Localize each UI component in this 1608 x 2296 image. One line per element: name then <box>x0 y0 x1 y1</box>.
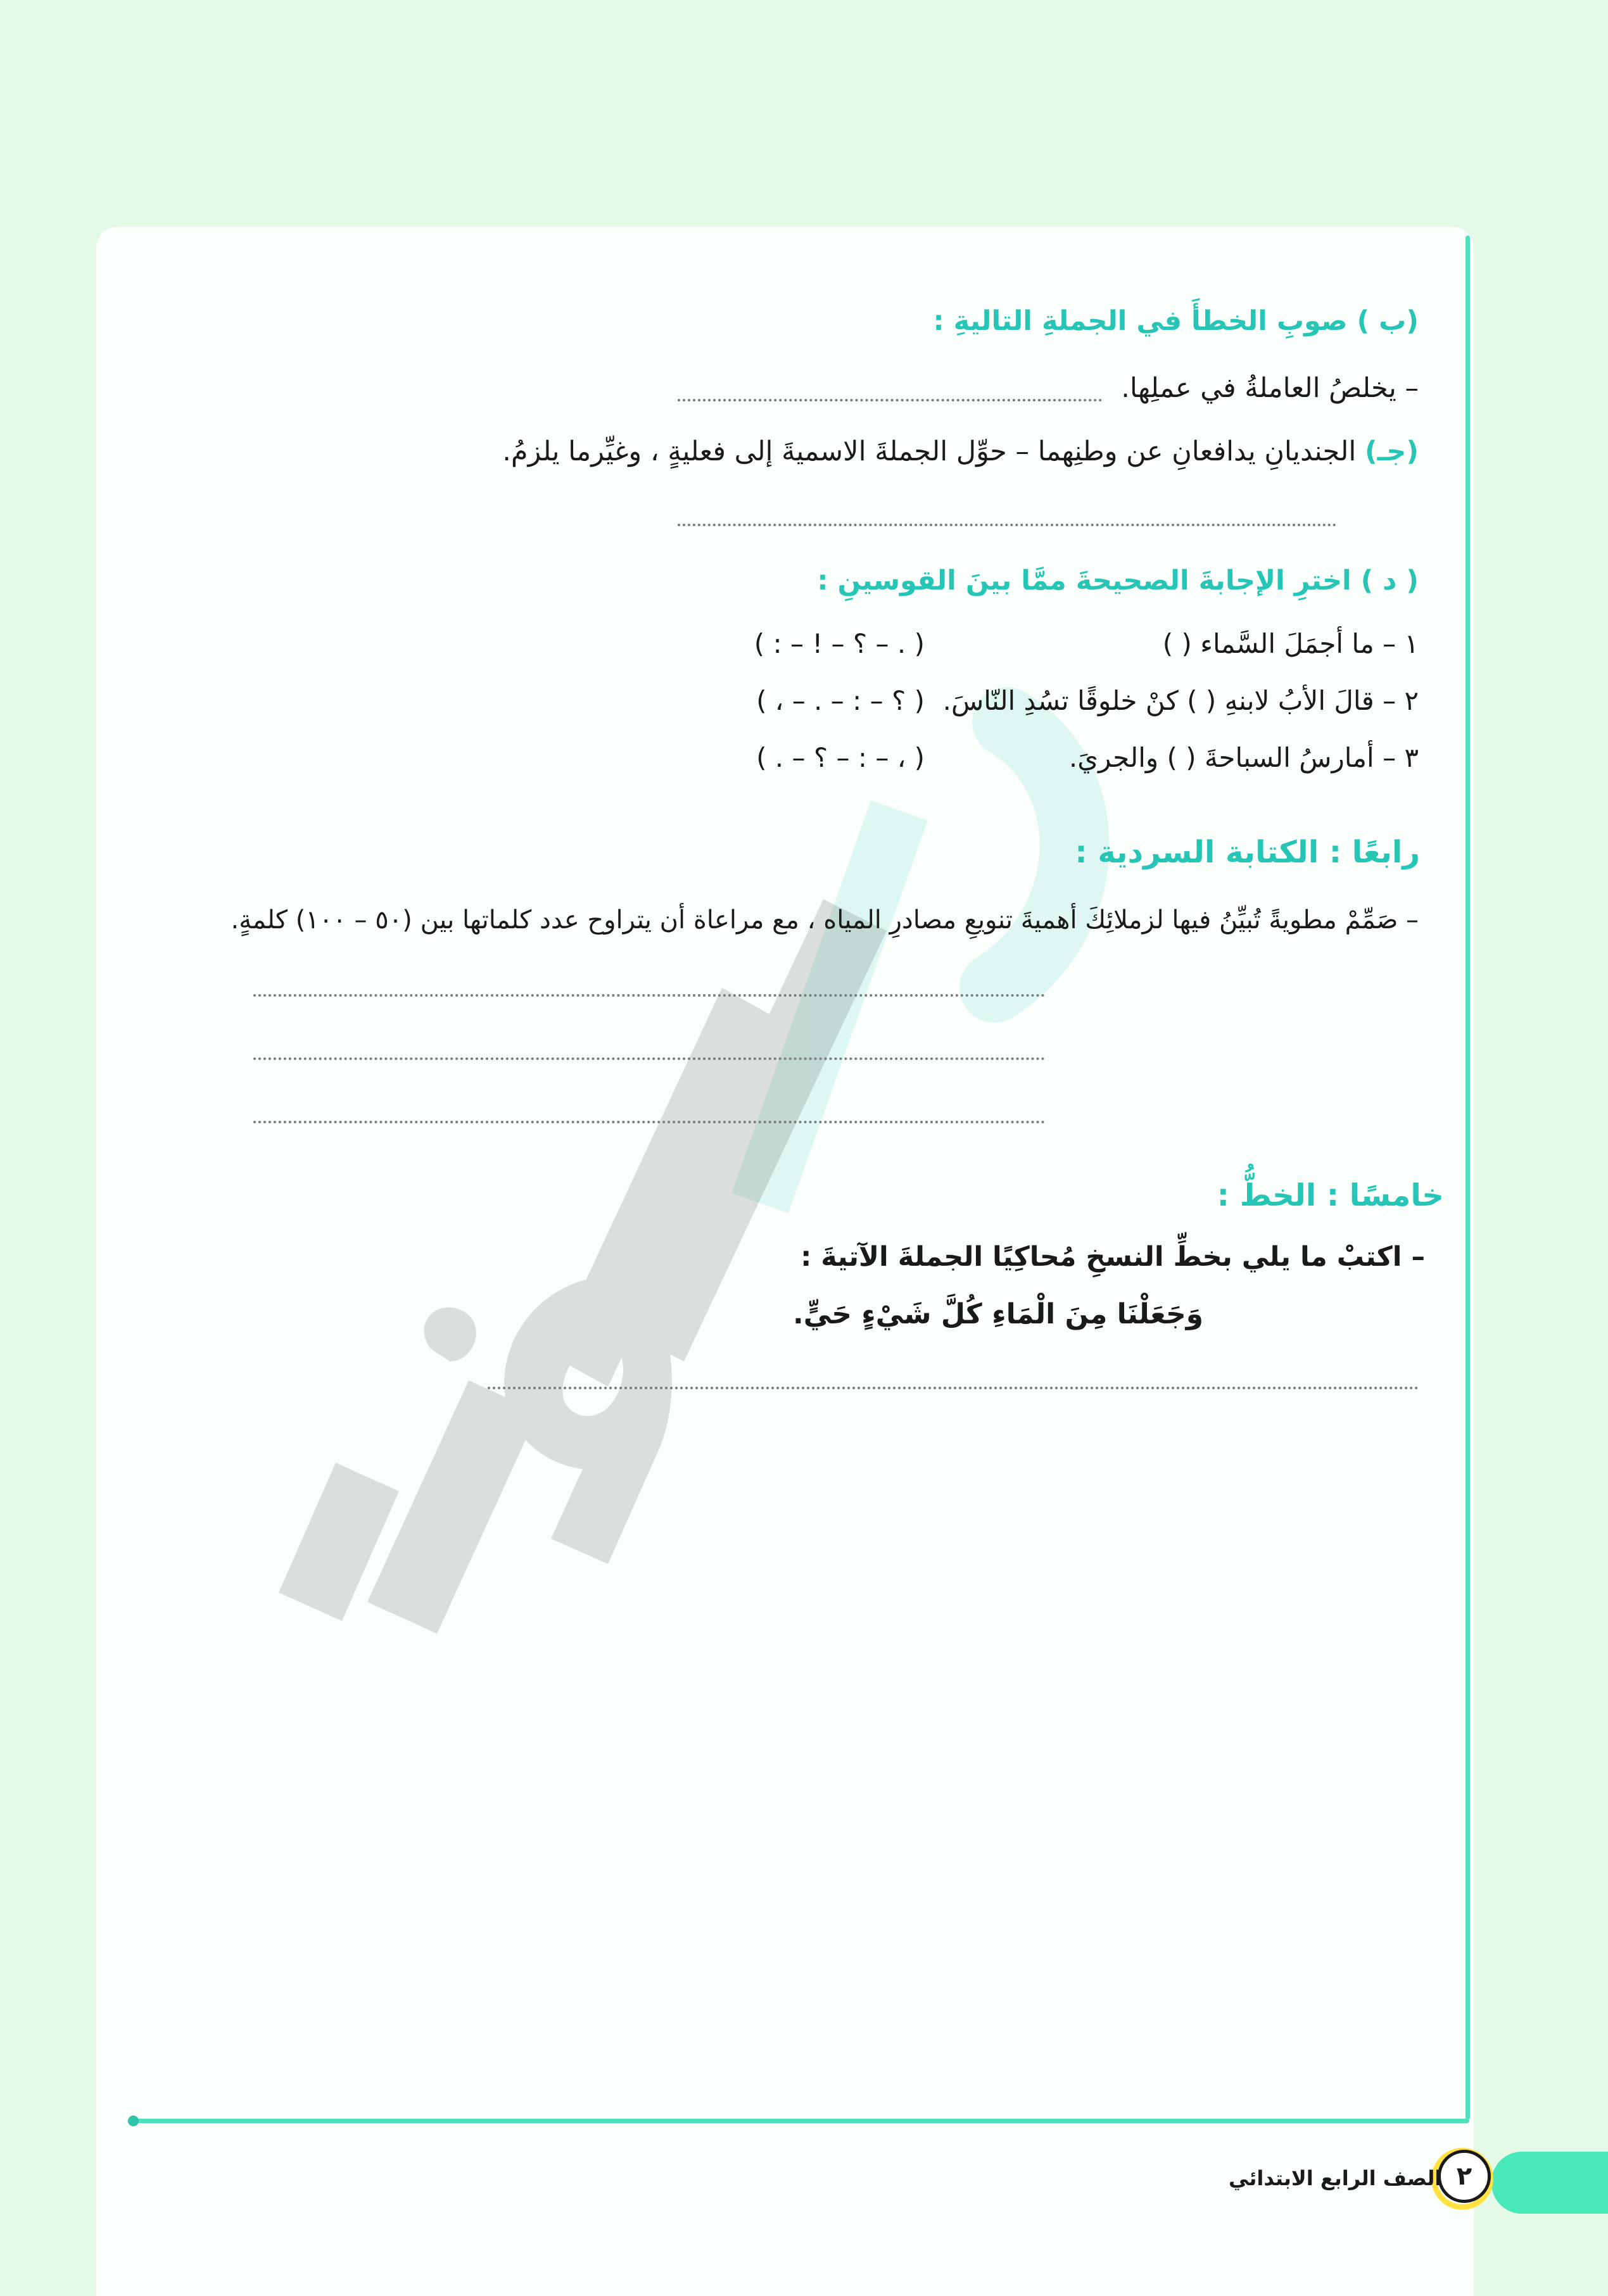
section-d-question-2: ٢ – قالَ الأبُ لابنهِ ( ) كنْ خلوقًا تسُدِ النّاسَ. <box>942 685 1419 716</box>
page-frame-right <box>1466 236 1470 2120</box>
section-b-heading: (ب ) صوبِ الخطأَ في الجملةِ التاليةِ : <box>933 305 1419 337</box>
section-d-choices-3: ( ، – : – ؟ – . ) <box>756 742 925 773</box>
section-d-heading: ( د ) اخترِ الإجابةَ الصحيحةَ ممَّا بينَ القوسينِ : <box>817 565 1419 596</box>
page-number: ٢ <box>1438 2150 1491 2203</box>
writing-line-2[interactable] <box>253 1057 1045 1060</box>
section-c-sentence: الجنديانِ يدافعانِ عن وطنِهما – حوِّل الجملةَ الاسميةَ إلى فعليةٍ ، وغيِّرما يلزمُ. <box>502 436 1357 467</box>
section-4-heading: رابعًا : الكتابة السردية : <box>1075 835 1420 870</box>
section-c-answer-line[interactable] <box>678 524 1336 526</box>
section-5-heading: خامسًا : الخطُّ : <box>1217 1178 1444 1213</box>
footer-tab <box>1491 2152 1608 2214</box>
section-5-instruction: – اكتبْ ما يلي بخطِّ النسخِ مُحاكِيًا الجملةَ الآتيةَ : <box>801 1241 1425 1273</box>
section-b-sentence: – يخلصُ العاملةُ في عملِها. <box>1121 372 1419 404</box>
section-b-answer-line[interactable] <box>678 399 1102 401</box>
section-d-question-3: ٣ – أمارسُ السباحةَ ( ) والجريَ. <box>1068 742 1419 773</box>
quran-verse: وَجَعَلْنَا مِنَ الْمَاءِ كُلَّ شَيْءٍ حَيٍّ. <box>793 1298 1203 1330</box>
section-d-question-1: ١ – ما أجمَلَ السَّماء ( ) <box>1162 628 1419 659</box>
section-d-choices-2: ( ؟ – : – . – ، ) <box>756 685 925 716</box>
grade-label: الصف الرابع الابتدائي <box>1229 2166 1442 2190</box>
section-c-line <box>502 436 1419 467</box>
section-4-instruction: – صَمِّمْ مطويةً تُبيِّنُ فيها لزملائِكَ أهميةَ تنويعِ مصادرِ المياه ، مع مراعاة أن يتراوح عدد كلماتها بين (٥٠ – ١٠٠) كلمةٍ. <box>231 905 1419 935</box>
section-c-marker: (جـ) <box>1365 436 1419 467</box>
section-d-choices-1: ( . – ؟ – ! – : ) <box>754 628 925 659</box>
page-frame-bottom <box>133 2119 1469 2123</box>
writing-line-1[interactable] <box>253 994 1045 997</box>
frame-end-dot <box>128 2116 139 2126</box>
writing-line-3[interactable] <box>253 1121 1045 1123</box>
handwriting-answer-line[interactable] <box>488 1387 1419 1389</box>
